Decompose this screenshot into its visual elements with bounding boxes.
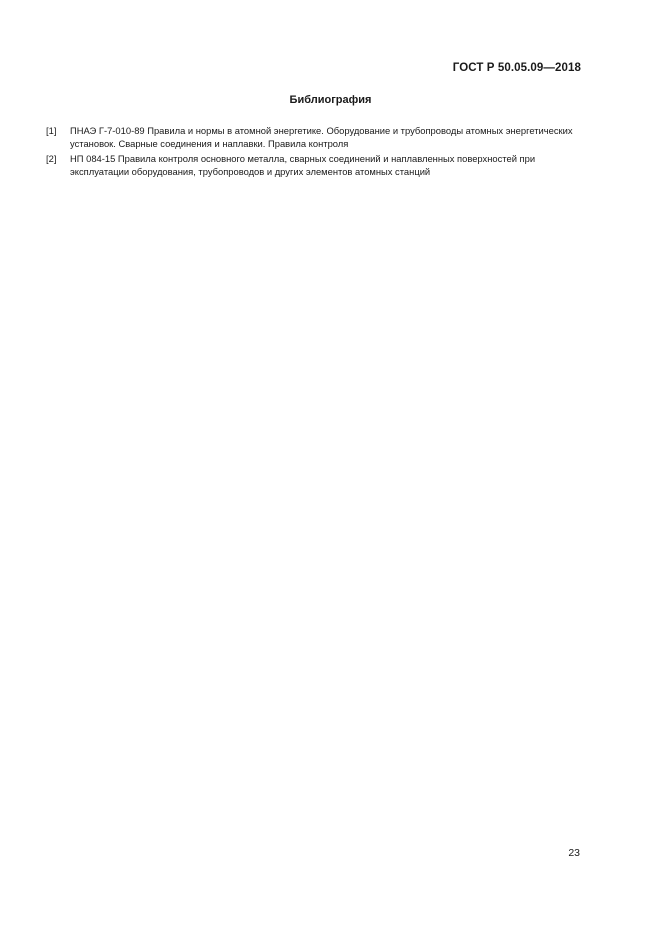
bibliography-entry-text: НП 084-15 Правила контроля основного металла, сварных соединений и наплавленных поверхностей при эксплуатации оборудования, трубопроводов и других элементов атомных станций: [70, 153, 536, 177]
page-number: 23: [568, 847, 580, 859]
bibliography-entry: [46, 124, 586, 150]
bibliography-entry-text: ПНАЭ Г-7-010-89 Правила и нормы в атомной энергетике. Оборудование и трубопроводы атомных энергетических установок. Сварные соединения и наплавки. Правила контроля: [70, 125, 573, 149]
bibliography-list: [46, 124, 586, 180]
bibliography-entry-number: [1]: [46, 125, 57, 136]
section-title: Библиография: [289, 94, 372, 106]
bibliography-entry: [46, 152, 586, 178]
bibliography-entry-number: [2]: [46, 153, 57, 164]
document-code: ГОСТ Р 50.05.09—2018: [452, 62, 581, 74]
